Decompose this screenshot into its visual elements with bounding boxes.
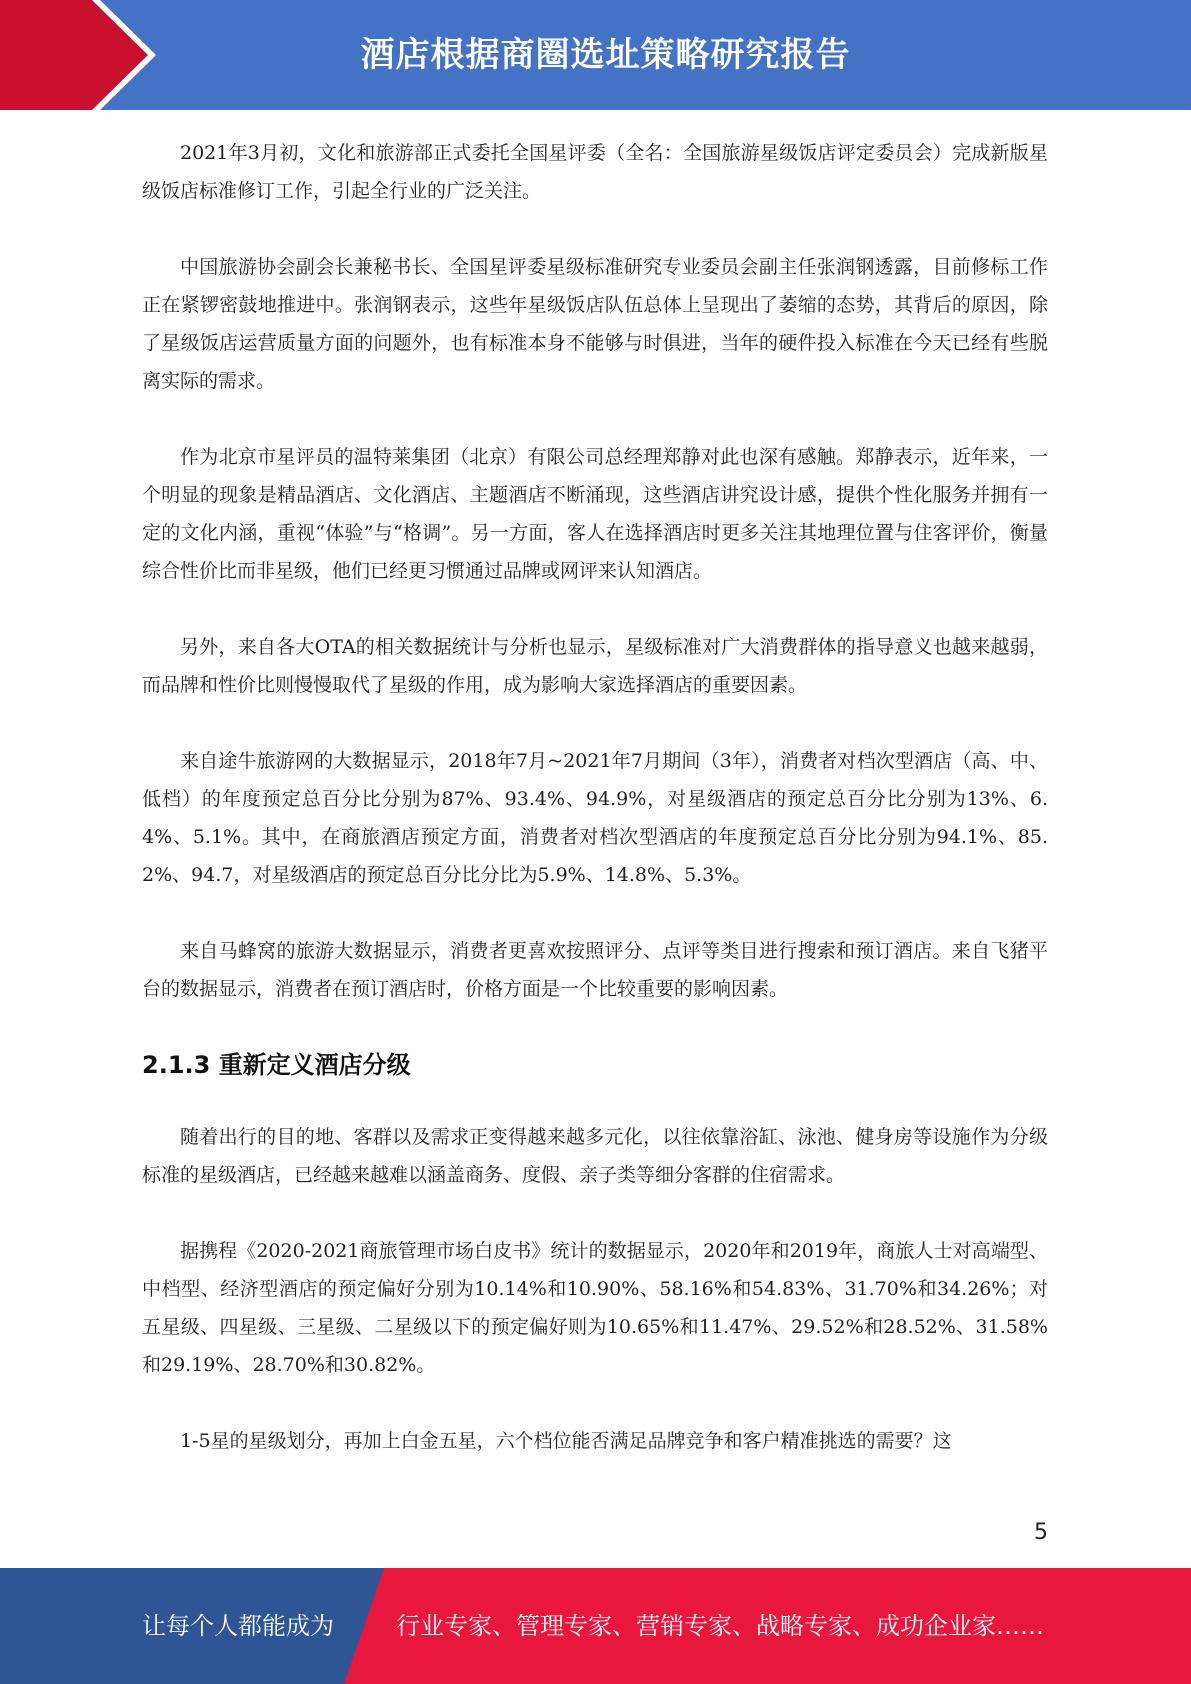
paragraph: 1-5星的星级划分，再加上白金五星，六个档位能否满足品牌竞争和客户精准挑选的需要？这 [180, 1430, 952, 1452]
report-title: 酒店根据商圈选址策略研究报告 [360, 35, 851, 75]
page-header [0, 0, 1191, 110]
document-body [142, 134, 1048, 1498]
paragraph: 据携程《2020-2021商旅管理市场白皮书》统计的数据显示，2020年和2019年，商旅人士对高端型、中档型、经济型酒店的预定偏好分别为10.14%和10.90%、58.16%和54.83%、31.70%和34.26%；对五星级、四星级、三星级、二星级以下的预定偏好则为10.65%和11.47%、29.52%和28.52%、31.58%和29.19%、28.70%和30.82%。 [142, 1240, 1048, 1376]
paragraph: 2021年3月初，文化和旅游部正式委托全国星评委（全名：全国旅游星级饭店评定委员会）完成新版星级饭店标准修订工作，引起全行业的广泛关注。 [142, 142, 1048, 202]
footer-slogan-left: 让每个人都能成为 [142, 1612, 334, 1640]
paragraph: 随着出行的目的地、客群以及需求正变得越来越多元化，以往依靠浴缸、泳池、健身房等设施作为分级标准的星级酒店，已经越来越难以涵盖商务、度假、亲子类等细分客群的住宿需求。 [142, 1126, 1048, 1186]
paragraph: 中国旅游协会副会长兼秘书长、全国星评委星级标准研究专业委员会副主任张润钢透露，目前修标工作正在紧锣密鼓地推进中。张润钢表示，这些年星级饭店队伍总体上呈现出了萎缩的态势，其背后的原因，除了星级饭店运营质量方面的问题外，也有标准本身不能够与时俱进，当年的硬件投入标准在今天已经有些脱离实际的需求。 [142, 256, 1048, 392]
section-heading: 2.1.3 重新定义酒店分级 [142, 1051, 411, 1079]
paragraph: 来自马蜂窝的旅游大数据显示，消费者更喜欢按照评分、点评等类目进行搜索和预订酒店。来自飞猪平台的数据显示，消费者在预订酒店时，价格方面是一个比较重要的影响因素。 [142, 940, 1048, 1000]
page-footer [0, 1568, 1191, 1684]
paragraph: 另外，来自各大OTA的相关数据统计与分析也显示，星级标准对广大消费群体的指导意义也越来越弱，而品牌和性价比则慢慢取代了星级的作用，成为影响大家选择酒店的重要因素。 [142, 636, 1048, 696]
paragraph: 作为北京市星评员的温特莱集团（北京）有限公司总经理郑静对此也深有感触。郑静表示，近年来，一个明显的现象是精品酒店、文化酒店、主题酒店不断涌现，这些酒店讲究设计感，提供个性化服务并拥有一定的文化内涵，重视“体验”与“格调”。另一方面，客人在选择酒店时更多关注其地理位置与住客评价，衡量综合性价比而非星级，他们已经更习惯通过品牌或网评来认知酒店。 [142, 446, 1048, 582]
page-number: 5 [1034, 1520, 1048, 1545]
footer-slogan-right: 行业专家、管理专家、营销专家、战略专家、成功企业家…… [396, 1612, 1044, 1640]
paragraph: 来自途牛旅游网的大数据显示，2018年7月~2021年7月期间（3年），消费者对档次型酒店（高、中、低档）的年度预定总百分比分别为87%、93.4%、94.9%，对星级酒店的预定总百分比分别为13%、6.4%、5.1%。其中，在商旅酒店预定方面，消费者对档次型酒店的年度预定总百分比分别为94.1%、85.2%、94.7，对星级酒店的预定总百分比分比为5.9%、14.8%、5.3%。 [142, 750, 1048, 886]
